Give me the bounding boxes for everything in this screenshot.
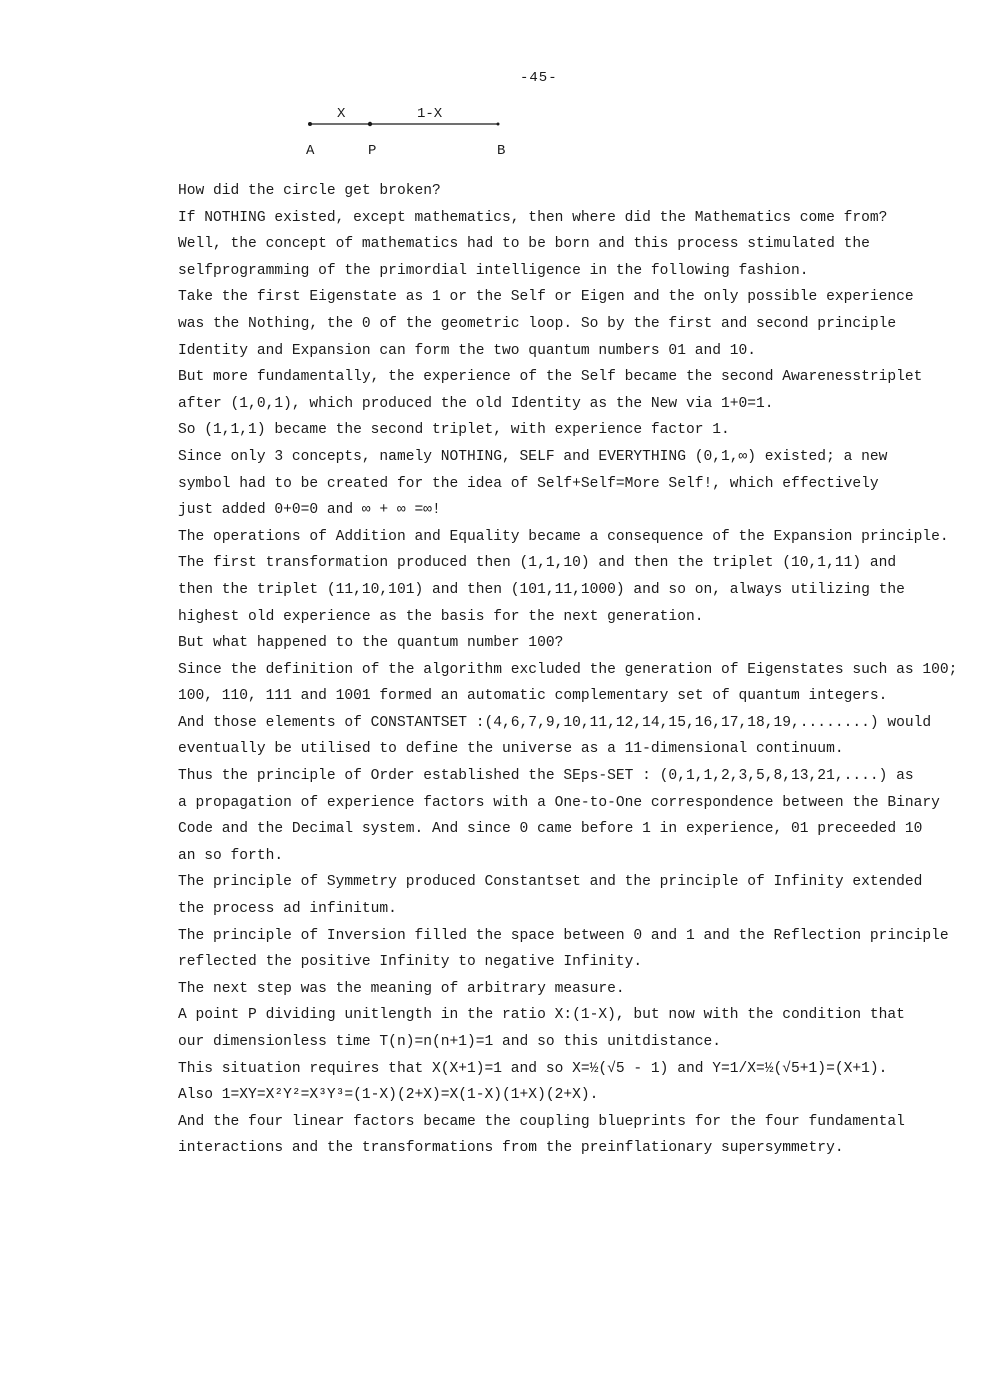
text-line: The principle of Inversion filled the space between 0 and 1 and the Reflection principle: [178, 927, 949, 944]
text-line: And those elements of CONSTANTSET :(4,6,7,9,10,11,12,14,15,16,17,18,19,........) would: [178, 714, 932, 731]
text-line: The first transformation produced then (1,1,10) and then the triplet (10,1,11) and: [178, 555, 897, 572]
point-p-label: P: [368, 143, 377, 159]
point-a-dot: [308, 122, 312, 126]
text-line: Identity and Expansion can form the two quantum numbers 01 and 10.: [178, 342, 757, 359]
text-line: was the Nothing, the 0 of the geometric loop. So by the first and second principle: [178, 315, 897, 332]
point-a-label: A: [306, 143, 315, 159]
segment-1-x-label: 1-X: [417, 106, 443, 122]
text-line: reflected the positive Infinity to negative Infinity.: [178, 954, 643, 971]
text-line: The operations of Addition and Equality became a consequence of the Expansion principle.: [178, 528, 949, 545]
point-b-dot: [497, 123, 500, 126]
text-line: then the triplet (11,10,101) and then (101,11,1000) and so on, always utilizing the: [178, 581, 905, 598]
text-line: This situation requires that X(X+1)=1 and so X=½(√5 - 1) and Y=1/X=½(√5+1)=(X+1).: [178, 1060, 888, 1077]
text-line: So (1,1,1) became the second triplet, with experience factor 1.: [178, 422, 730, 439]
text-line: after (1,0,1), which produced the old Identity as the New via 1+0=1.: [178, 395, 774, 412]
text-line: 100, 110, 111 and 1001 formed an automatic complementary set of quantum integers.: [178, 688, 888, 705]
text-line: Since the definition of the algorithm excluded the generation of Eigenstates such as 100;: [178, 661, 958, 678]
text-line: Code and the Decimal system. And since 0 came before 1 in experience, 01 preceeded 10: [178, 821, 923, 838]
text-line: the process ad infinitum.: [178, 901, 397, 918]
page-number: -45-: [520, 70, 558, 86]
text-line: Also 1=XY=X²Y²=X³Y³=(1-X)(2+X)=X(1-X)(1+X)(2+X).: [178, 1087, 599, 1104]
point-p-dot: [368, 122, 372, 126]
text-line: But what happened to the quantum number 100?: [178, 635, 564, 652]
text-line: Thus the principle of Order established the SEps-SET : (0,1,1,2,3,5,8,13,21,....) as: [178, 768, 914, 785]
text-line: And the four linear factors became the coupling blueprints for the four fundamental: [178, 1113, 905, 1130]
text-line: Well, the concept of mathematics had to be born and this process stimulated the: [178, 236, 870, 253]
text-line: our dimensionless time T(n)=n(n+1)=1 and so this unitdistance.: [178, 1034, 721, 1050]
point-b-label: B: [497, 143, 506, 159]
segment-x-label: X: [337, 106, 346, 122]
text-line: Since only 3 concepts, namely NOTHING, SELF and EVERYTHING (0,1,∞) existed; a new: [178, 448, 888, 465]
text-line: eventually be utilised to define the universe as a 11-dimensional continuum.: [178, 741, 844, 758]
text-line: a propagation of experience factors with a One-to-One correspondence between the Binary: [178, 794, 940, 811]
text-line: A point P dividing unitlength in the ratio X:(1-X), but now with the condition that: [178, 1007, 905, 1024]
body-text: [178, 178, 958, 1162]
text-line: just added 0+0=0 and ∞ + ∞ =∞!: [178, 502, 441, 519]
text-line: an so forth.: [178, 847, 284, 864]
text-line: Take the first Eigenstate as 1 or the Self or Eigen and the only possible experience: [178, 289, 914, 306]
text-line: The principle of Symmetry produced Constantset and the principle of Infinity extended: [178, 874, 923, 891]
text-line: The next step was the meaning of arbitrary measure.: [178, 980, 625, 997]
line-segment-diagram: [300, 100, 520, 170]
text-line: interactions and the transformations from the preinflationary supersymmetry.: [178, 1140, 844, 1157]
text-line: selfprogramming of the primordial intelligence in the following fashion.: [178, 262, 809, 279]
text-line: But more fundamentally, the experience of the Self became the second Awarenesstriplet: [178, 369, 923, 386]
text-line: How did the circle get broken?: [178, 183, 441, 199]
text-line: symbol had to be created for the idea of Self+Self=More Self!, which effectively: [178, 475, 879, 492]
text-line: highest old experience as the basis for the next generation.: [178, 608, 704, 625]
text-line: If NOTHING existed, except mathematics, then where did the Mathematics come from?: [178, 209, 888, 226]
